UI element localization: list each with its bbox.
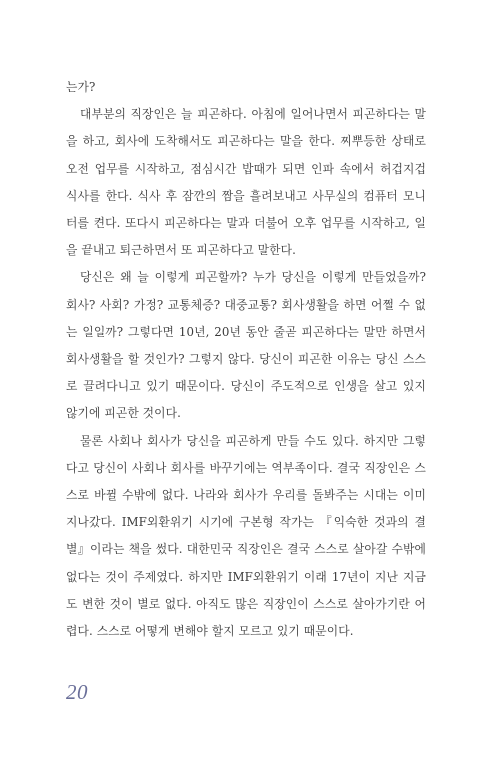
paragraph-3: 물론 사회나 회사가 당신을 피곤하게 만들 수도 있다. 하지만 그렇다고 당신이 사회나 회사를 바꾸기에는 역부족이다. 결국 직장인은 스스로 바뀔 수밖에 없다. 나라와 회사가 우리를 돌봐주는 시대는 이미 지나갔다. IMF외환위기 시기에 구본형 작가는 『익숙한 것과의 결별』이라는 책을 썼다. 대한민국 직장인은 결국 스스로 살아갈 수밖에 없다는 것이 주제였다. 하지만 IMF외환위기 이래 17년이 지난 지금도 변한 것이 별로 없다. 아직도 많은 직장인이 스스로 살아가기란 어렵다. 스스로 어떻게 변해야 할지 모르고 있기 때문이다. bbox=[66, 433, 426, 639]
page-number: 20 bbox=[66, 680, 88, 704]
paragraph-1: 대부분의 직장인은 늘 피곤하다. 아침에 일어나면서 피곤하다는 말을 하고, 회사에 도착해서도 피곤하다는 말을 한다. 찌뿌등한 상태로 오전 업무를 시작하고, 점심시간 밥때가 되면 인파 속에서 허겁지겁 식사를 한다. 식사 후 잠깐의 짬을 흘려보내고 사무실의 컴퓨터 모니터를 켠다. 또다시 피곤하다는 말과 더불어 오후 업무를 시작하고, 일을 끝내고 퇴근하면서 또 피곤하다고 말한다. bbox=[66, 107, 426, 258]
body-text bbox=[66, 74, 426, 645]
paragraph-2: 당신은 왜 늘 이렇게 피곤할까? 누가 당신을 이렇게 만들었을까? 회사? 사회? 가정? 교통체증? 대중교통? 회사생활을 하면 어쩔 수 없는 일일까? 그렇다면 10년, 20년 동안 줄곧 피곤하다는 말만 하면서 회사생활을 할 것인가? 그렇지 않다. 당신이 피곤한 이유는 당신 스스로 끌려다니고 있기 때문이다. 당신이 주도적으로 인생을 살고 있지 않기에 피곤한 것이다. bbox=[66, 270, 426, 421]
paragraph-continuation: 는가? bbox=[66, 80, 96, 94]
